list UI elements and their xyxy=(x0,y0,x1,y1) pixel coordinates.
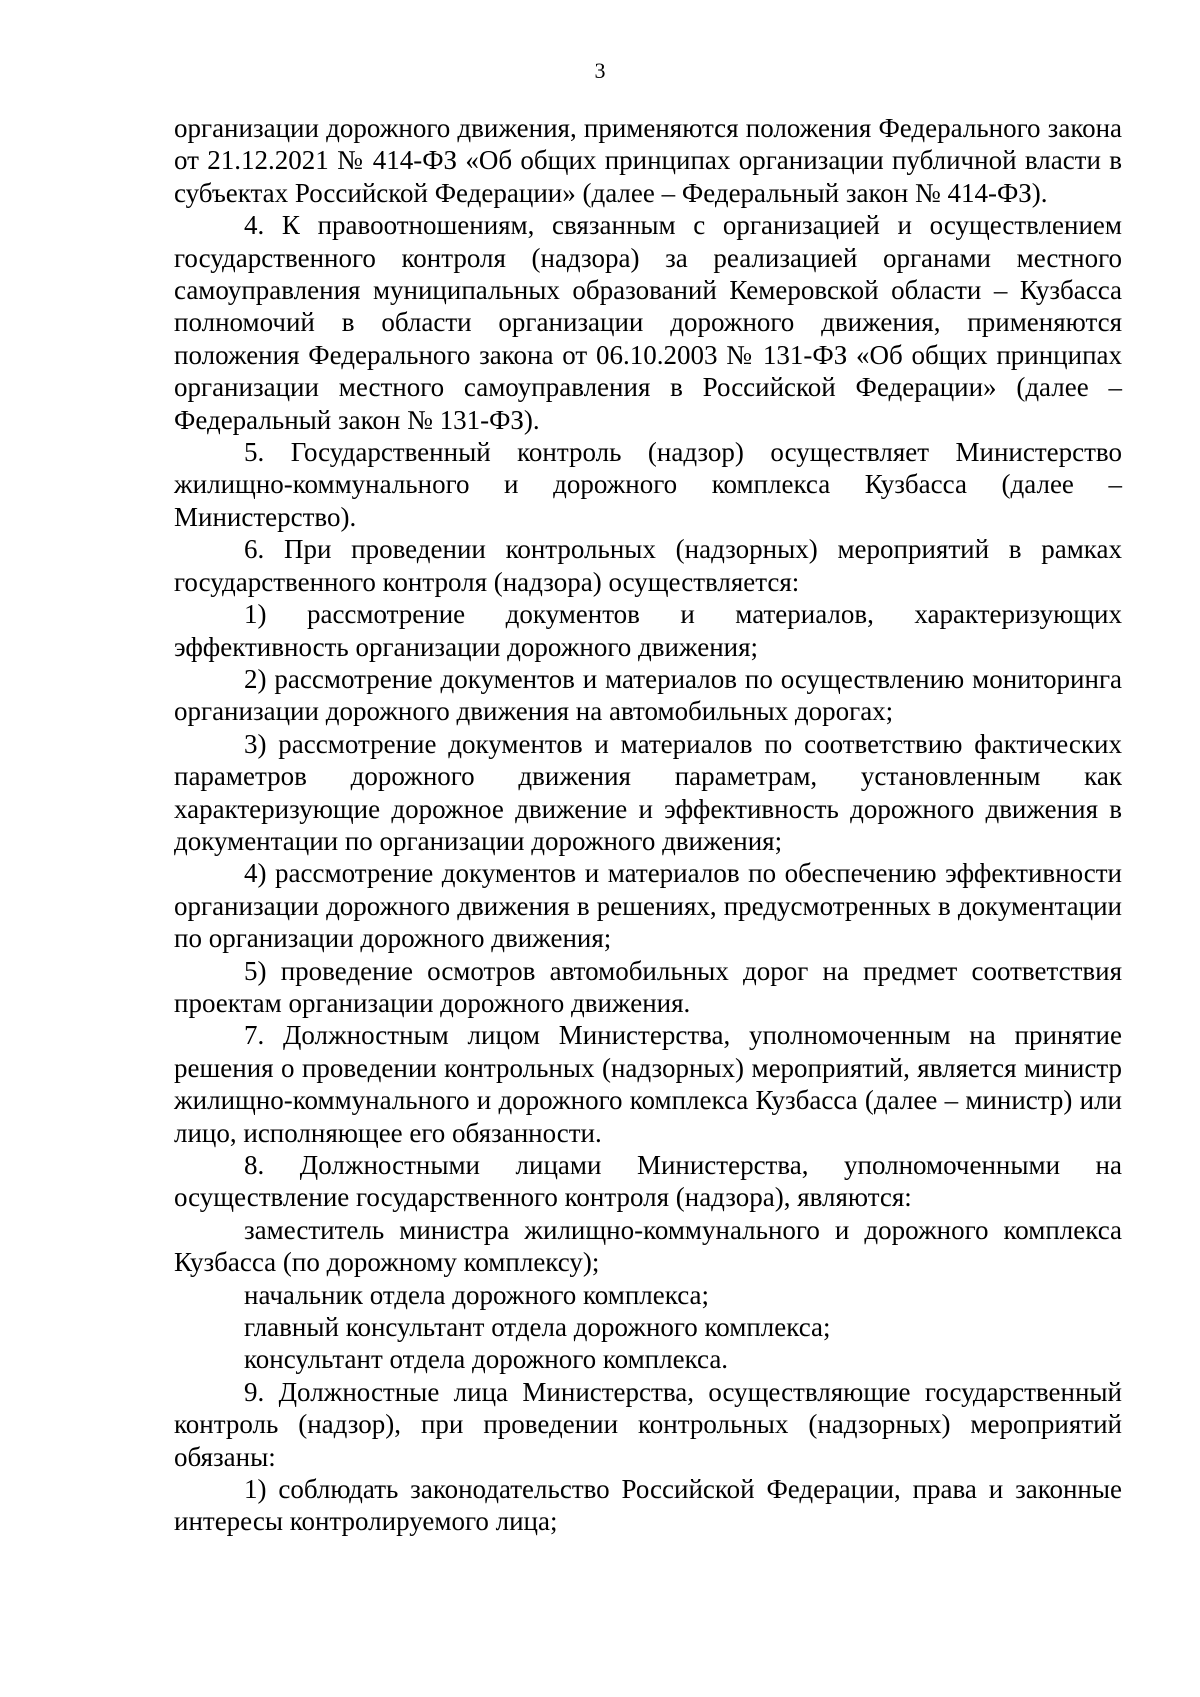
paragraph-item-9: 9. Должностные лица Министерства, осуществляющие государственный контроль (надзор), при проведении контрольных (надзорных) мероприятий обязаны: xyxy=(174,1376,1122,1472)
official-consultant: консультант отдела дорожного комплекса. xyxy=(244,1344,729,1375)
subitem-6-3: 3) рассмотрение документов и материалов по соответствию фактических параметров дорожного движения параметрам, установленным как характеризующие дорожное движение и эффективность дорожного движения в документации по организации дорожного движения; xyxy=(174,728,1122,856)
paragraph-item-5: 5. Государственный контроль (надзор) осуществляет Министерство жилищно-коммунального и дорожного комплекса Кузбасса (далее – Министерство). xyxy=(174,437,1122,532)
page-number: 3 xyxy=(594,58,606,83)
document-body xyxy=(174,112,1122,1538)
paragraph-item-8: 8. Должностными лицами Министерства, уполномоченными на осуществление государственного контроля (надзора), являются: xyxy=(174,1150,1122,1213)
subitem-6-5: 5) проведение осмотров автомобильных дорог на предмет соответствия проектам организации дорожного движения. xyxy=(174,955,1122,1018)
paragraph-item-4: 4. К правоотношениям, связанным с организацией и осуществлением государственного контроля (надзора) за реализацией органами местного самоуправления муниципальных образований Кемеровской области – Кузбасса полномочий в области организации дорожного движения, применяются положения Федерального закона от 06.10.2003 № 131-ФЗ «Об общих принципах организации местного самоуправления в Российской Федерации» (далее – Федеральный закон № 131-ФЗ). xyxy=(174,210,1122,435)
subitem-9-1: 1) соблюдать законодательство Российской Федерации, права и законные интересы контролируемого лица; xyxy=(174,1474,1122,1537)
subitem-6-1: 1) рассмотрение документов и материалов, характеризующих эффективность организации дорожного движения; xyxy=(174,599,1122,662)
official-department-head: начальник отдела дорожного комплекса; xyxy=(244,1279,710,1310)
paragraph-continuation: организации дорожного движения, применяются положения Федерального закона от 21.12.2021 № 414-ФЗ «Об общих принципах организации публичной власти в субъектах Российской Федерации» (далее – Федеральный закон № 414-ФЗ). xyxy=(174,113,1122,208)
official-chief-consultant: главный консультант отдела дорожного комплекса; xyxy=(244,1312,831,1343)
subitem-6-2: 2) рассмотрение документов и материалов по осуществлению мониторинга организации дорожного движения на автомобильных дорогах; xyxy=(174,663,1122,727)
official-deputy-minister: заместитель министра жилищно-коммунального и дорожного комплекса Кузбасса (по дорожному комплексу); xyxy=(174,1214,1122,1278)
paragraph-item-7: 7. Должностным лицом Министерства, уполномоченным на принятие решения о проведении контрольных (надзорных) мероприятий, является министр жилищно-коммунального и дорожного комплекса Кузбасса (далее – министр) или лицо, исполняющее его обязанности. xyxy=(174,1020,1122,1148)
subitem-6-4: 4) рассмотрение документов и материалов по обеспечению эффективности организации дорожного движения в решениях, предусмотренных в документации по организации дорожного движения; xyxy=(174,858,1122,954)
paragraph-item-6: 6. При проведении контрольных (надзорных) мероприятий в рамках государственного контроля (надзора) осуществляется: xyxy=(174,534,1122,597)
